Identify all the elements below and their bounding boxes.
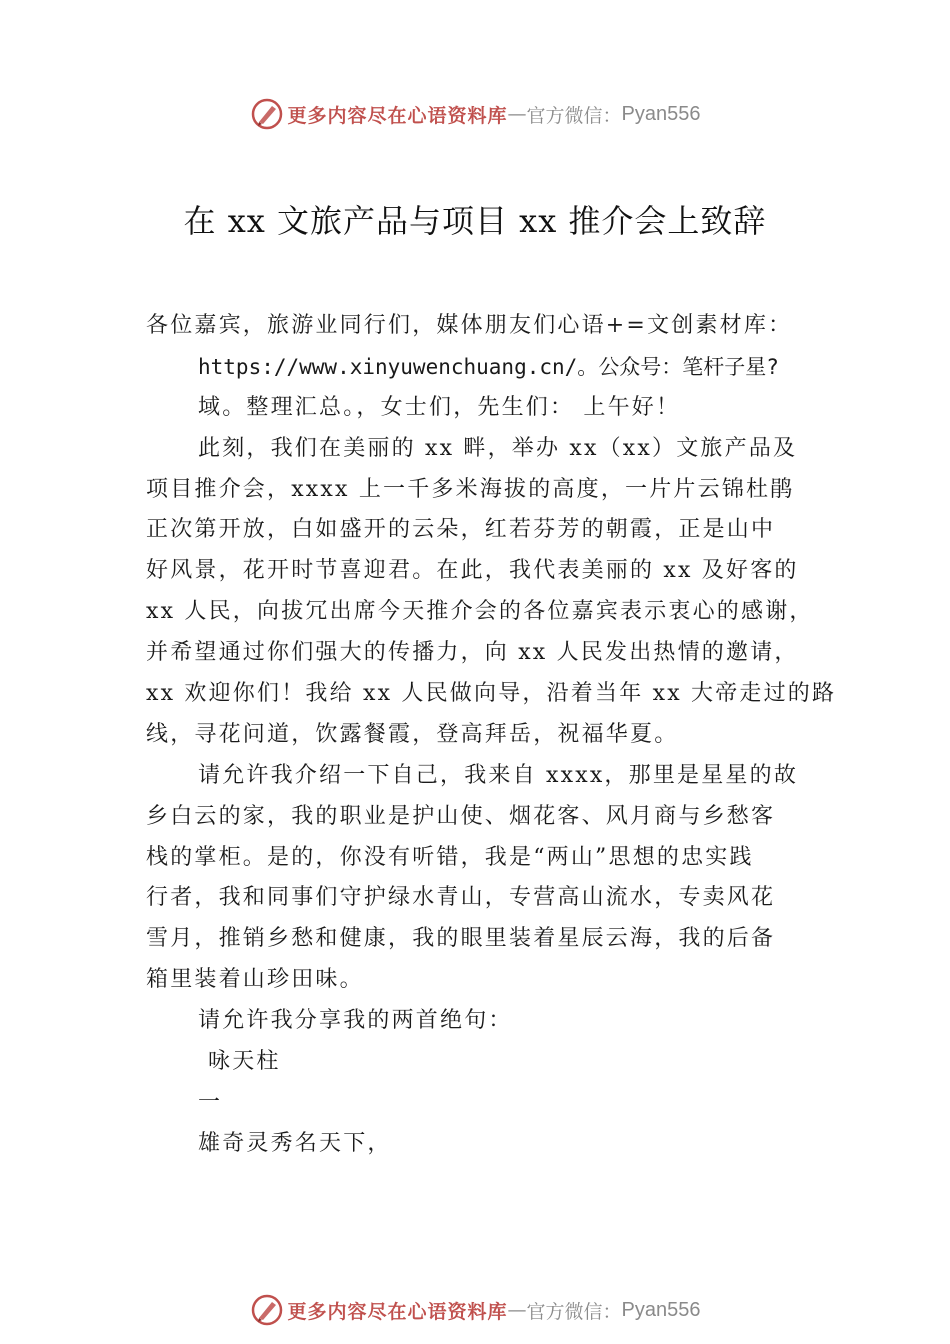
paragraph-line: 域。整理汇总。，女士们，先生们： 上午好！ <box>198 394 681 420</box>
paragraph-line: 请允许我分享我的两首绝句： <box>198 1008 513 1034</box>
paragraph-line: 并希望通过你们强大的传播力，向 xx 人民发出热情的邀请， <box>146 640 799 666</box>
paragraph-line: 项目推介会，xxxx 上一千多米海拔的高度，一片片云锦杜鹃 <box>146 476 795 502</box>
banner-brand-text: 更多内容尽在心语资料库 <box>287 104 508 127</box>
banner-wechat-label: 官方微信： <box>526 104 622 127</box>
paragraph-line: 请允许我介绍一下自己，我来自 xxxx，那里是星星的故 <box>198 762 799 788</box>
paragraph-line: 线，寻花问道，饮露餐霞，登高拜岳，祝福华夏。 <box>146 721 679 747</box>
paragraph-line: https://www.xinyuwenchuang.cn/。公众号：笔杆子星? <box>198 354 779 379</box>
banner-wechat-id: Pyan556 <box>621 102 701 125</box>
poem-title: 咏天柱 <box>208 1049 281 1075</box>
banner-dash: — <box>507 1299 527 1321</box>
paragraph-line: 箱里装着山珍田味。 <box>146 967 364 993</box>
document-body <box>146 306 836 1165</box>
paragraph-line: xx 人民，向拔冗出席今天推介会的各位嘉宾表示衷心的感谢， <box>146 599 814 625</box>
paragraph-line: 正次第开放，白如盛开的云朵，红若芬芳的朝霞，正是山中 <box>146 517 776 543</box>
poem-line: 雄奇灵秀名天下， <box>198 1130 392 1156</box>
poem-number: 一 <box>198 1089 223 1115</box>
paragraph-line: 此刻，我们在美丽的 xx 畔，举办 xx（xx）文旅产品及 <box>198 435 798 461</box>
pen-logo-icon <box>250 97 284 131</box>
footer-banner <box>0 1288 950 1332</box>
paragraph-line: 乡白云的家，我的职业是护山使、烟花客、风月商与乡愁客 <box>146 803 776 829</box>
paragraph-line: 行者，我和同事们守护绿水青山，专营高山流水，专卖风花 <box>146 885 776 911</box>
banner-dash: — <box>507 103 527 125</box>
banner-brand-text: 更多内容尽在心语资料库 <box>287 1300 508 1323</box>
pen-logo-icon <box>250 1293 284 1327</box>
paragraph-line: 各位嘉宾，旅游业同行们，媒体朋友们心语+=文创素材库： <box>146 313 793 338</box>
header-banner <box>0 92 950 136</box>
paragraph-line: xx 欢迎你们！我给 xx 人民做向导，沿着当年 xx 大帝走过的路 <box>146 681 837 707</box>
paragraph-line: 好风景，花开时节喜迎君。在此，我代表美丽的 xx 及好客的 <box>146 558 799 584</box>
paragraph-line: 栈的掌柜。是的，你没有听错，我是“两山”思想的忠实践 <box>146 844 754 870</box>
banner-wechat-label: 官方微信： <box>526 1300 622 1323</box>
document-title: 在 xx 文旅产品与项目 xx 推介会上致辞 <box>183 202 767 240</box>
banner-wechat-id: Pyan556 <box>621 1298 701 1321</box>
paragraph-line: 雪月，推销乡愁和健康，我的眼里装着星辰云海，我的后备 <box>146 926 776 952</box>
